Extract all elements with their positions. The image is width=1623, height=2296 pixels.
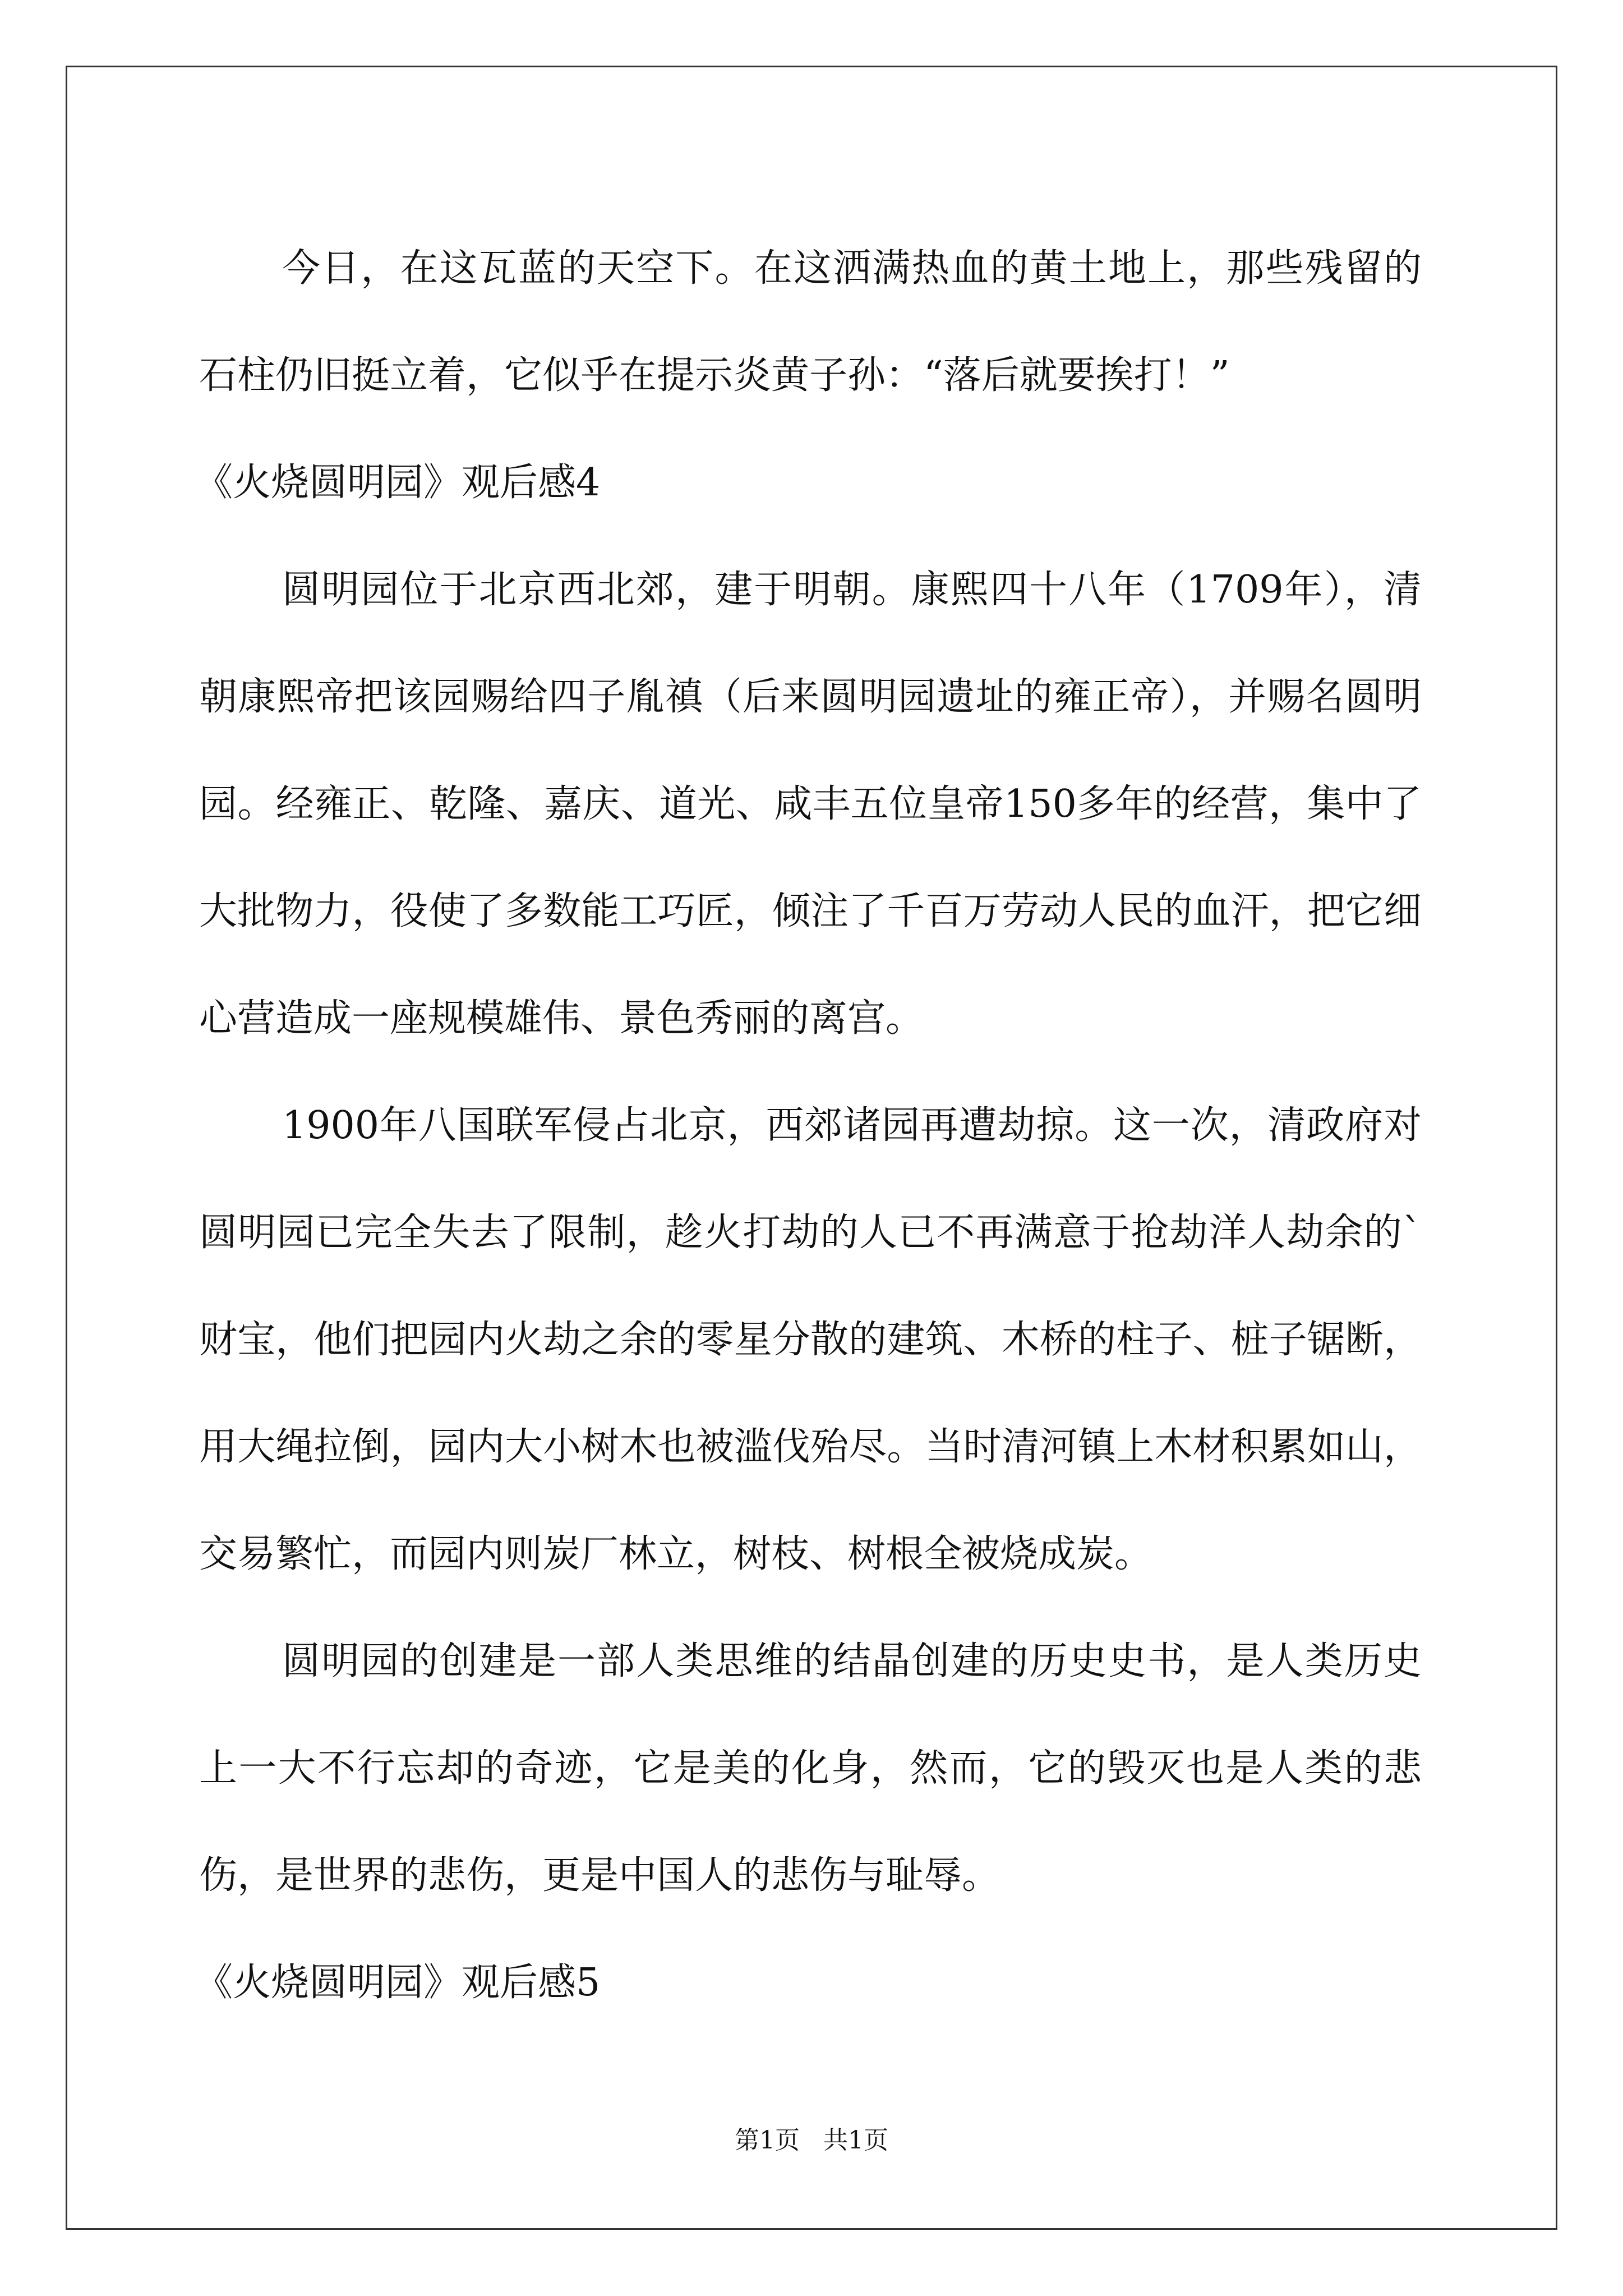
page-footer	[0, 2124, 1623, 2157]
paragraph-reflection: 圆明园的创建是一部人类思维的结晶创建的历史史书，是人类历史上一大不行忘却的奇迹，它是美的化身，然而，它的毁灭也是人类的悲伤，是世界的悲伤，更是中国人的悲伤与耻辱。	[199, 1639, 1422, 1898]
paragraph-1900: 1900年八国联军侵占北京，西郊诸园再遭劫掠。这一次，清政府对圆明园已完全失去了限制，趁火打劫的人已不再满意于抢劫洋人劫余的`财宝，他们把园内火劫之余的零星分散的建筑、木桥的柱子、桩子锯断，用大绳拉倒，园内大小树木也被滥伐殆尽。当时清河镇上木材积累如山，交易繁忙，而园内则炭厂林立，树枝、树根全被烧成炭。	[199, 1103, 1422, 1576]
section-heading-4: 《火烧圆明园》观后感4	[195, 461, 601, 505]
page-number: 第1页 共1页	[735, 2126, 888, 2155]
paragraph-history: 圆明园位于北京西北郊，建于明朝。康熙四十八年（1709年），清朝康熙帝把该园赐给四子胤禛（后来圆明园遗址的雍正帝），并赐名圆明园。经雍正、乾隆、嘉庆、道光、咸丰五位皇帝150多年的经营，集中了大批物力，役使了多数能工巧匠，倾注了千百万劳动人民的血汗，把它细心营造成一座规模雄伟、景色秀丽的离宫。	[199, 568, 1422, 1041]
document-body	[195, 215, 1422, 2036]
paragraph-intro: 今日，在这瓦蓝的天空下。在这洒满热血的黄土地上，那些残留的石柱仍旧挺立着，它似乎在提示炎黄子孙：“落后就要挨打！”	[199, 246, 1422, 398]
section-heading-5: 《火烧圆明园》观后感5	[195, 1961, 601, 2005]
